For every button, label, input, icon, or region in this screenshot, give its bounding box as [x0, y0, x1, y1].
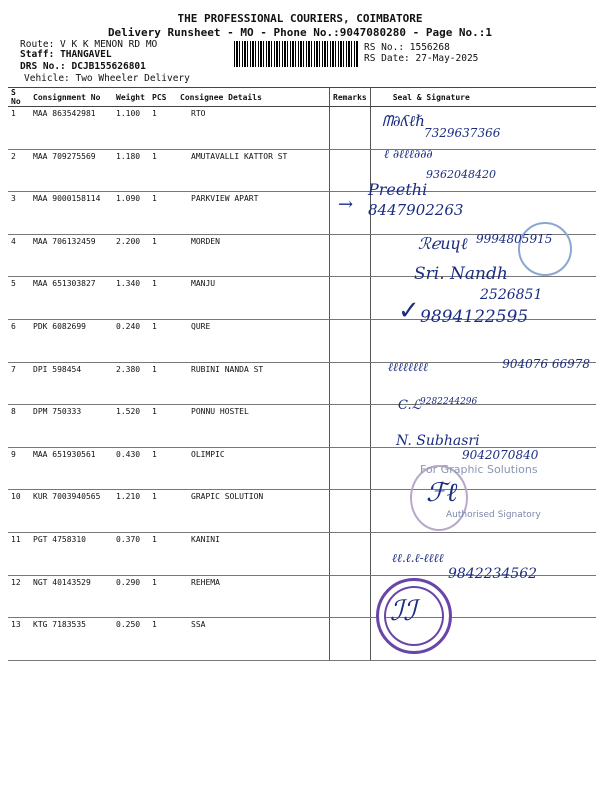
- cell-weight: 1.340: [113, 277, 149, 320]
- cell-sno: 13: [8, 618, 30, 661]
- cell-consignment: KUR 7003940565: [30, 490, 113, 533]
- cell-sno: 3: [8, 192, 30, 235]
- cell-pcs: 1: [149, 107, 177, 150]
- table-row: [8, 149, 596, 192]
- drs-value: DCJB155626801: [71, 61, 146, 72]
- cell-remarks: [330, 277, 371, 320]
- col-consignment: Consignment No: [30, 88, 113, 107]
- cell-sno: 2: [8, 149, 30, 192]
- route-info: Route: V K K MENON RD MO: [20, 39, 158, 50]
- cell-pcs: 1: [149, 490, 177, 533]
- col-consignee: Consignee Details: [177, 88, 330, 107]
- cell-consignee: AMUTAVALLI KATTOR ST: [177, 149, 330, 192]
- signature-row-2: ℓ ∂ℓℓℓ∂∂∂: [384, 147, 433, 161]
- hw-row3-name: Preethi: [368, 180, 428, 199]
- cell-remarks: [330, 234, 371, 277]
- cell-sno: 6: [8, 319, 30, 362]
- cell-consignment: MAA 9000158114: [30, 192, 113, 235]
- hw-row5-phone: 2526851: [480, 287, 543, 303]
- signature-row-1: ᗰ∂ʎℓℏ: [382, 112, 425, 130]
- cell-weight: 0.250: [113, 618, 149, 661]
- cell-weight: 1.090: [113, 192, 149, 235]
- cell-consignment: PGT 4758310: [30, 532, 113, 575]
- cell-pcs: 1: [149, 234, 177, 277]
- hw-row4-phone: 9994805915: [476, 232, 553, 246]
- cell-remarks: [330, 532, 371, 575]
- rs-date: RS Date: 27-May-2025: [364, 53, 479, 64]
- cell-weight: 0.430: [113, 447, 149, 490]
- cell-pcs: 1: [149, 149, 177, 192]
- staff-value: THANGAVEL: [60, 49, 112, 60]
- cell-weight: 2.380: [113, 362, 149, 405]
- cell-consignee: RUBINI NANDA ST: [177, 362, 330, 405]
- cell-consignment: DPM 750333: [30, 405, 113, 448]
- hw-row2-phone: 9362048420: [426, 168, 496, 181]
- cell-weight: 2.200: [113, 234, 149, 277]
- cell-remarks: [330, 107, 371, 150]
- cell-sno: 10: [8, 490, 30, 533]
- cell-remarks: [330, 319, 371, 362]
- cell-consignee: REHEMA: [177, 575, 330, 618]
- cell-remarks: [330, 362, 371, 405]
- rs-number: RS No.: 1556268: [364, 42, 450, 53]
- hw-row9-phone: 9042070840: [462, 448, 539, 462]
- cell-sno: 7: [8, 362, 30, 405]
- drs-label: DRS No.:: [20, 61, 66, 72]
- cell-pcs: 1: [149, 575, 177, 618]
- cell-remarks: [330, 490, 371, 533]
- stamp-authorised-signatory: Authorised Signatory: [446, 510, 541, 520]
- col-seal-signature: Seal & Signature: [370, 88, 596, 107]
- cell-consignee: MANJU: [177, 277, 330, 320]
- signature-row-12: ℓℓ.ℓ.ℓ-ℓℓℓℓ: [392, 551, 444, 565]
- signature-row-8: C.ℒ: [398, 398, 421, 413]
- cell-consignee: OLIMPIC: [177, 447, 330, 490]
- runsheet-subtitle: Delivery Runsheet - MO - Phone No.:9047080280 - Page No.:1: [107, 26, 493, 39]
- cell-weight: 1.210: [113, 490, 149, 533]
- signature-row-10: ℱℓ: [426, 478, 458, 508]
- col-weight: Weight: [113, 88, 149, 107]
- table-row: [8, 107, 596, 150]
- signature-row-4: ℛℯuɥℓ: [418, 234, 468, 253]
- cell-remarks: [330, 405, 371, 448]
- cell-weight: 0.240: [113, 319, 149, 362]
- hw-row3-phone: 8447902263: [368, 201, 464, 219]
- table-header-row: [8, 88, 596, 107]
- table-row: [8, 618, 596, 661]
- cell-consignment: MAA 651303827: [30, 277, 113, 320]
- company-title: THE PROFESSIONAL COURIERS, COIMBATORE: [177, 12, 423, 25]
- cell-weight: 0.370: [113, 532, 149, 575]
- signature-row-7: ℓℓℓℓℓℓℓℓ: [388, 360, 428, 374]
- cell-weight: 1.100: [113, 107, 149, 150]
- table-row: [8, 192, 596, 235]
- col-remarks: Remarks: [330, 88, 371, 107]
- staff-label: Staff:: [20, 49, 55, 60]
- cell-consignment: MAA 863542981: [30, 107, 113, 150]
- hw-row12-phone: 9842234562: [448, 566, 538, 582]
- checkmark-icon: ✓: [398, 296, 420, 326]
- barcode-image: [234, 41, 358, 67]
- cell-consignee: PONNU HOSTEL: [177, 405, 330, 448]
- cell-consignee: SSA: [177, 618, 330, 661]
- hw-row7-phone: 904076 66978: [502, 357, 590, 371]
- cell-consignee: QURE: [177, 319, 330, 362]
- cell-consignee: PARKVIEW APART: [177, 192, 330, 235]
- cell-pcs: 1: [149, 319, 177, 362]
- staff-info: [20, 49, 112, 60]
- arrow-icon: →: [338, 194, 354, 215]
- stamp-circle-icon: [518, 222, 572, 276]
- cell-pcs: 1: [149, 405, 177, 448]
- cell-sno: 8: [8, 405, 30, 448]
- cell-consignment: MAA 651930561: [30, 447, 113, 490]
- cell-sno: 1: [8, 107, 30, 150]
- cell-remarks: [330, 149, 371, 192]
- signature-row-13: ℐℐ: [390, 594, 417, 627]
- cell-pcs: 1: [149, 277, 177, 320]
- cell-pcs: 1: [149, 192, 177, 235]
- cell-sno: 11: [8, 532, 30, 575]
- vehicle-info: Vehicle: Two Wheeler Delivery: [24, 73, 190, 84]
- cell-remarks: [330, 575, 371, 618]
- cell-remarks: [330, 618, 371, 661]
- cell-sno: 4: [8, 234, 30, 277]
- hw-row8-phone: 9282244296: [420, 397, 478, 407]
- cell-sno: 5: [8, 277, 30, 320]
- cell-pcs: 1: [149, 447, 177, 490]
- col-pcs: PCS: [149, 88, 177, 107]
- hw-row6-phone: 9894122595: [420, 307, 529, 327]
- col-sno: S No: [8, 88, 30, 107]
- hw-row1-phone: 7329637366: [424, 126, 501, 140]
- cell-consignee: KANINI: [177, 532, 330, 575]
- cell-consignment: PDK 6082699: [30, 319, 113, 362]
- cell-consignment: DPI 598454: [30, 362, 113, 405]
- cell-consignment: NGT 40143529: [30, 575, 113, 618]
- cell-sno: 9: [8, 447, 30, 490]
- cell-consignee: MORDEN: [177, 234, 330, 277]
- cell-consignee: GRAPIC SOLUTION: [177, 490, 330, 533]
- cell-pcs: 1: [149, 532, 177, 575]
- cell-consignee: RTO: [177, 107, 330, 150]
- hw-row5-name: Sri. Nandh: [414, 264, 508, 284]
- cell-remarks: [330, 447, 371, 490]
- cell-consignment: MAA 709275569: [30, 149, 113, 192]
- stamp-graphic-company: For Graphic Solutions: [420, 463, 538, 476]
- table-row: [8, 405, 596, 448]
- drs-info: [20, 61, 146, 72]
- cell-pcs: 1: [149, 362, 177, 405]
- hw-row9-name: N. Subhasri: [396, 433, 480, 449]
- cell-weight: 1.180: [113, 149, 149, 192]
- cell-consignment: KTG 7183535: [30, 618, 113, 661]
- cell-consignment: MAA 706132459: [30, 234, 113, 277]
- cell-sno: 12: [8, 575, 30, 618]
- cell-pcs: 1: [149, 618, 177, 661]
- cell-weight: 1.520: [113, 405, 149, 448]
- cell-weight: 0.290: [113, 575, 149, 618]
